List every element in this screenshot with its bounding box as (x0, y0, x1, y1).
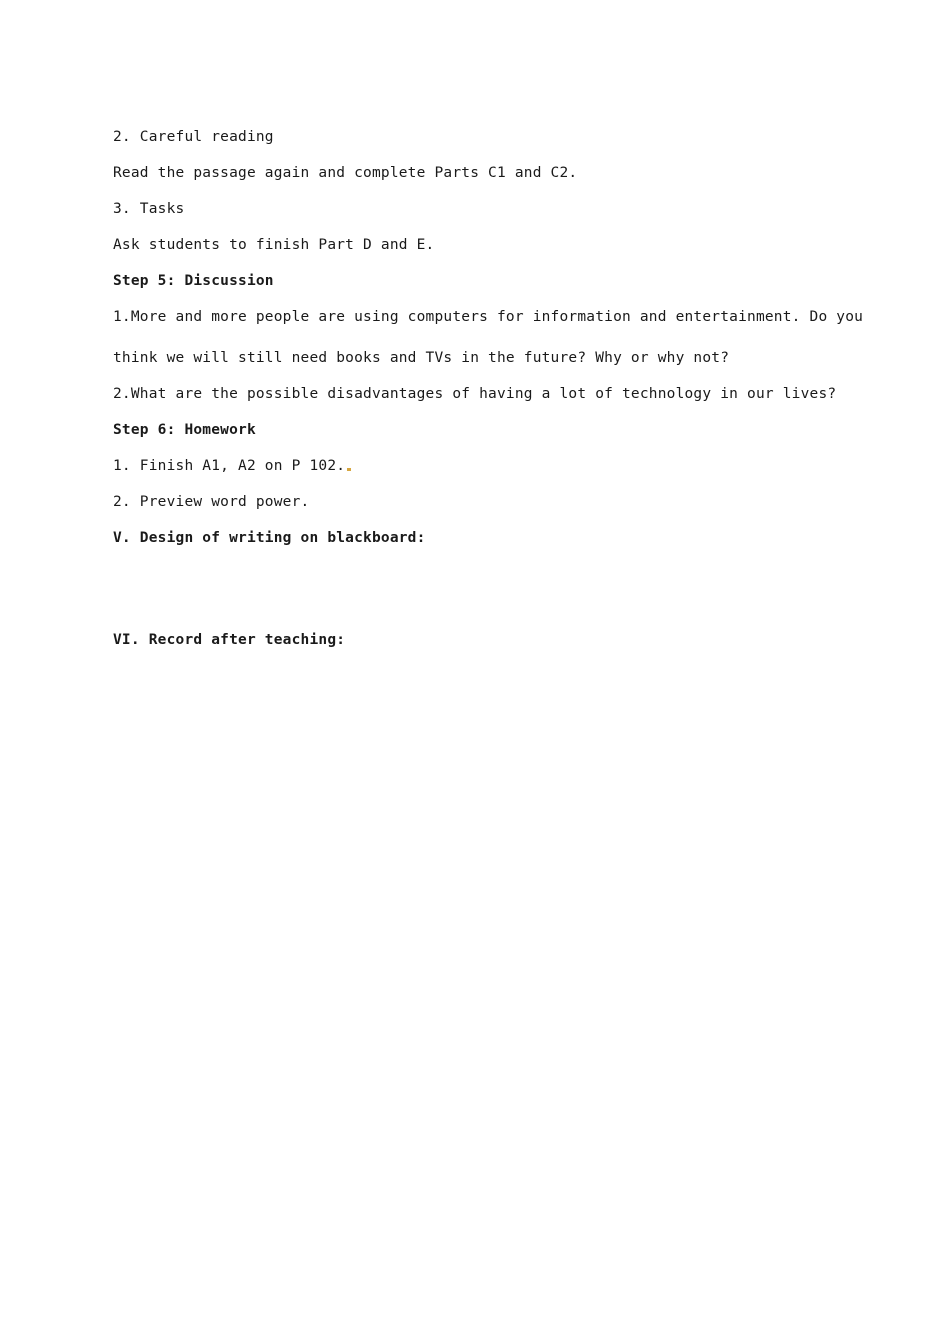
tasks-heading: 3. Tasks (113, 201, 185, 217)
homework-item-1-text: 1. Finish A1, A2 on P 102. (113, 458, 346, 474)
homework-item-1 (113, 457, 349, 475)
careful-reading-text: Read the passage again and complete Parts C1 and C2. (113, 165, 578, 181)
step5-heading: Step 5: Discussion (113, 273, 274, 289)
section-v-heading: V. Design of writing on blackboard: (113, 530, 426, 546)
tasks-text: Ask students to finish Part D and E. (113, 237, 435, 253)
homework-item-2: 2. Preview word power. (113, 494, 310, 510)
discussion-question-2: 2.What are the possible disadvantages of having a lot of technology in our lives? (113, 386, 837, 402)
discussion-question-1-line-1: 1.More and more people are using computers for information and entertainment. Do you (113, 309, 864, 325)
discussion-question-1-line-2: think we will still need books and TVs in the future? Why or why not? (113, 350, 730, 366)
step6-heading: Step 6: Homework (113, 422, 256, 438)
edit-mark-icon (347, 468, 351, 471)
careful-reading-heading: 2. Careful reading (113, 129, 274, 145)
section-vi-heading: VI. Record after teaching: (113, 632, 346, 648)
